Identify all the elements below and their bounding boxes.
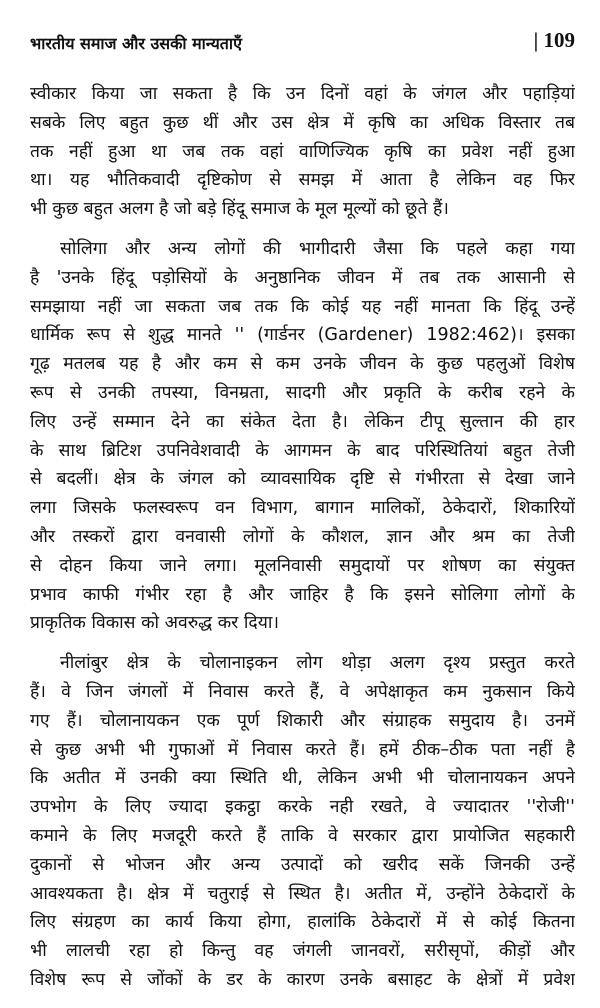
text-line: लगा जिसके फलस्वरूप वन विभाग, बागान मालिकों, ठेकेदारों, शिकारियों xyxy=(30,498,575,519)
page-header xyxy=(30,28,575,58)
paragraph xyxy=(30,649,575,995)
text-line: उपभोग के लिए ज्यादा इकट्ठा करके नही रखते, वे ज्यादातर ''रोजी'' xyxy=(30,797,575,818)
text-line: लिए संग्रहण का कार्य किया होगा, हालांकि ठेकेदारों में से कोई कितना xyxy=(30,912,575,933)
text-line: दुकानों से भोजन और अन्य उत्पादों को खरीद सकें जिनकी उन्हें xyxy=(30,854,575,875)
text-line: धार्मिक रूप से शुद्ध मानते '' (गार्डनर (Gardener) 1982:462)। इसका xyxy=(30,325,575,346)
text-line: से दोहन किया जाने लगा। मूलनिवासी समुदायों पर शोषण का संयुक्त xyxy=(30,555,575,576)
page-body xyxy=(30,80,575,1006)
text-line: समझाया नहीं जा सकता जब तक कि कोई यह नहीं मानता कि हिंदू उन्हें xyxy=(30,296,575,317)
running-title: भारतीय समाज और उसकी मान्यताएँ xyxy=(30,34,242,53)
text-line: भी कुछ बहुत अलग है जो बड़े हिंदू समाज के मूल मूल्यों को छूते हैं। xyxy=(30,199,449,220)
text-line: हैं। वे जिन जंगलों में निवास करते हैं, वे अपेक्षाकृत कम नुकसान किये xyxy=(30,681,575,702)
text-line: कमाने के लिए मजदूरी करते हैं ताकि वे सरकार द्वारा प्रायोजित सहकारी xyxy=(30,825,575,846)
text-line: सोलिगा और अन्य लोगों की भागीदारी जैसा कि पहले कहा गया xyxy=(60,238,575,259)
text-line: सबके लिए बहुत कुछ थीं और उस क्षेत्र में कृषि का अधिक विस्तार तब xyxy=(30,112,575,133)
text-line: भी लालची रहा हो किन्तु वह जंगली जानवरों, सरीसृपों, कीड़ों और xyxy=(30,941,575,962)
text-line: था। यह भौतिकवादी दृष्टिकोण से समझ में आता है लेकिन वह फिर xyxy=(30,170,575,191)
page-number: | 109 xyxy=(533,28,575,52)
text-line: है 'उनके हिंदू पड़ोसियों के अनुष्ठानिक जीवन में तब तक आसानी से xyxy=(30,267,575,288)
text-line: और तस्करों द्वारा वनवासी लोगों के कौशल, ज्ञान और श्रम का तेजी xyxy=(30,526,575,547)
text-line: कि अतीत में उनकी क्या स्थिति थी, लेकिन अभी भी चोलानायकन अपने xyxy=(30,768,575,789)
text-line: गूढ़ मतलब यह है और कम से कम उनके जीवन के कुछ पहलुओं विशेष xyxy=(30,354,575,375)
text-line: गए हैं। चोलानायकन एक पूर्ण शिकारी और संग्राहक समुदाय है। उनमें xyxy=(30,710,575,731)
text-line: रूप से उनकी तपस्या, विनम्रता, सादगी और प्रकृति के करीब रहने के xyxy=(30,382,575,403)
text-line: लिए उन्हें सम्मान देने का संकेत देता है। लेकिन टीपू सुल्तान की हार xyxy=(30,411,575,432)
text-line: से कुछ अभी भी गुफाओं में निवास करते हैं। हमें ठीक–ठीक पता नहीं है xyxy=(30,739,575,760)
text-line: नीलांबुर क्षेत्र के चोलानाइकन लोग थोड़ा अलग दृश्य प्रस्तुत करते xyxy=(60,653,575,674)
paragraph xyxy=(30,80,575,224)
text-line: प्रभाव काफी गंभीर रहा है और जाहिर है कि इसने सोलिगा लोगों के xyxy=(30,584,575,605)
text-line: तक नहीं हुआ था जब तक वहां वाणिज्यिक कृषि का प्रवेश नहीं हुआ xyxy=(30,141,575,162)
text-line: स्वीकार किया जा सकता है कि उन दिनों वहां के जंगल और पहाड़ियां xyxy=(30,84,575,104)
text-line: के साथ ब्रिटिश उपनिवेशवादी के आगमन के बाद परिस्थितियां बहुत तेजी xyxy=(30,440,575,461)
text-line: विशेष रूप से जोंकों के डर के कारण उनके बसाहट के क्षेत्रों में प्रवेश xyxy=(30,969,575,990)
text-line: आवश्यकता है। क्षेत्र में चतुराई से स्थित है। अतीत में, उन्होंने ठेकेदारों के xyxy=(30,883,575,904)
text-line: से बदलीं। क्षेत्र के जंगल को व्यावसायिक दृष्टि से गंभीरता से देखा जाने xyxy=(30,469,575,490)
text-line: प्राकृतिक विकास को अवरुद्ध कर दिया। xyxy=(30,613,280,634)
paragraph xyxy=(30,235,575,638)
